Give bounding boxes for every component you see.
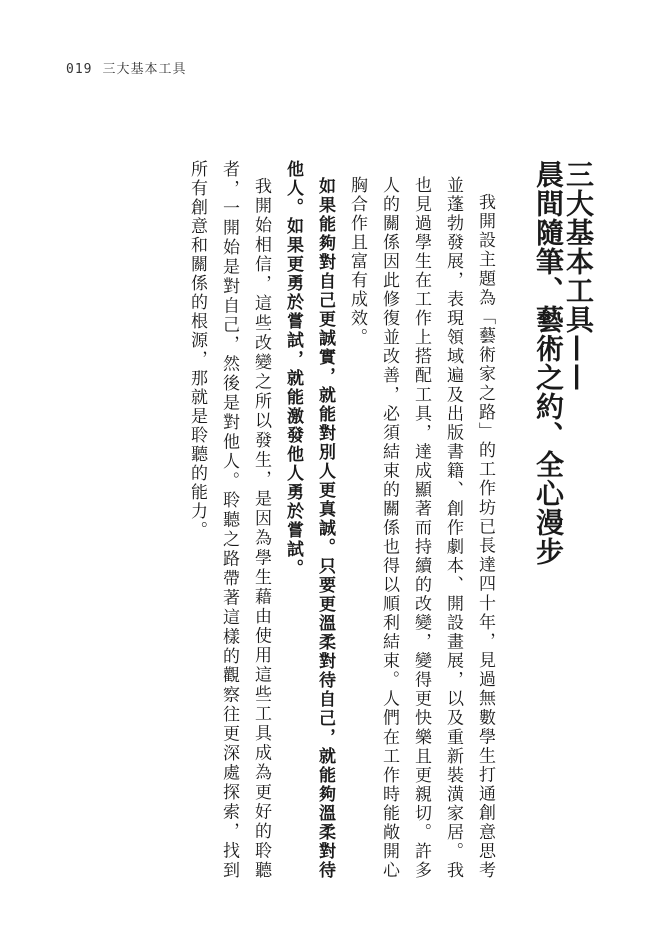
body-paragraph: 我開始相信，這些改變之所以發生，是因為學生藉由使用這些工具成為更好的聆聽者，一開始是對自己，然後是對他人。聆聽之路帶著這樣的觀察往更深處探索，找到所有創意和關係的根源，那就是聆聽的能力。	[187, 160, 271, 880]
running-title: 三大基本工具	[102, 62, 187, 77]
page-body	[181, 160, 593, 880]
chapter-title: 三大基本工具——	[562, 160, 595, 392]
emphasis-paragraph: 如果能夠對自己更誠實，就能對別人更真誠。只要更溫柔對待自己，就能夠溫柔對待他人。如果更勇於嘗試，就能激發他人勇於嘗試。	[283, 160, 335, 880]
running-head	[66, 58, 187, 77]
chapter-subtitle: 晨間隨筆、藝術之約、全心漫步	[532, 160, 565, 566]
page-number: 019	[66, 62, 93, 77]
body-paragraph: 我開設主題為「藝術家之路」的工作坊已長達四十年，見過無數學生打通創意思考並蓬勃發展，表現領域遍及出版書籍、創作劇本、開設畫展，以及重新裝潢家居。我也見過學生在工作上搭配工具，達成顯著而持續的改變，變得更快樂且更親切。許多人的關係因此修復並改善，必須結束的關係也得以順利結束。人們在工作時能敞開心胸合作且富有成效。	[347, 176, 495, 880]
